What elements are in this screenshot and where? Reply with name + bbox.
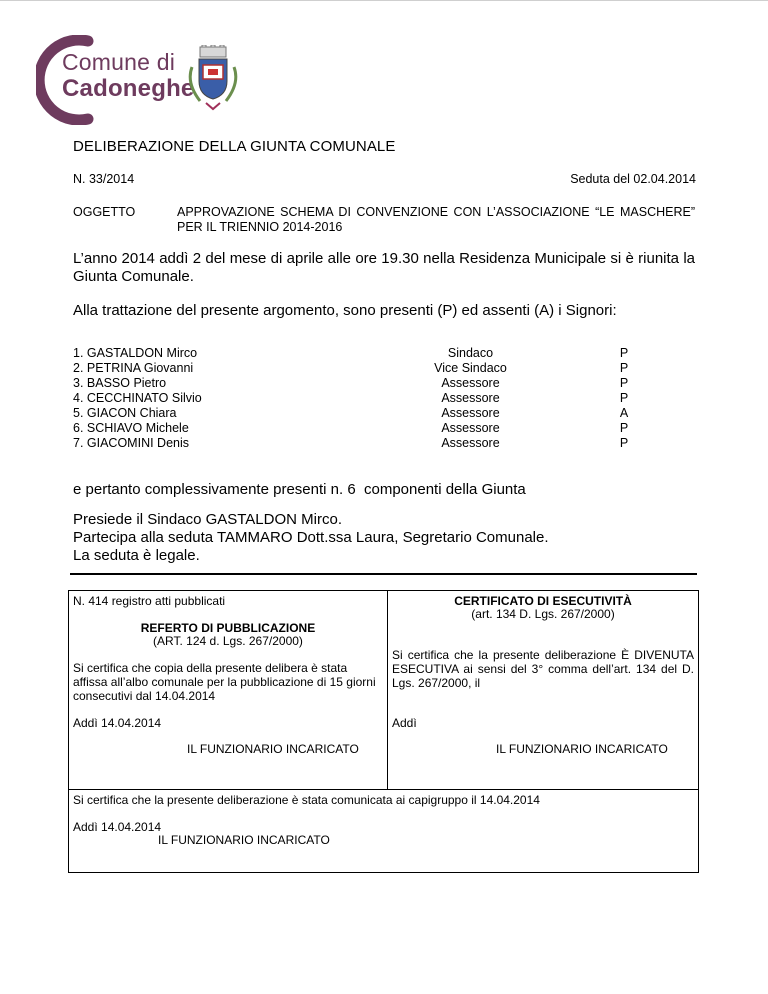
member-roles	[398, 346, 543, 451]
member-role: Assessore	[441, 406, 500, 420]
member-role: Sindaco	[447, 346, 494, 360]
executivity-text: Si certifica che la presente deliberazione È DIVENUTA ESECUTIVA ai sensi del 3° comma dell’art. 134 del D. Lgs. 267/2000, il	[392, 648, 694, 690]
member-statuses	[614, 346, 634, 451]
communication-signer: IL FUNZIONARIO INCARICATO	[158, 833, 330, 847]
intro-paragraph: L’anno 2014 addì 2 del mese di aprile alle ore 19.30 nella Residenza Municipale si è riunita la Giunta Comunale.	[73, 250, 695, 285]
coat-of-arms-icon	[186, 45, 240, 113]
member-names	[73, 346, 202, 451]
member-role: Assessore	[441, 421, 500, 435]
attendance-intro: Alla trattazione del presente argomento, sono presenti (P) ed assenti (A) i Signori:	[73, 302, 617, 319]
executivity-date: Addì	[392, 716, 417, 730]
document-title: DELIBERAZIONE DELLA GIUNTA COMUNALE	[73, 138, 396, 155]
member-name: 4. CECCHINATO Silvio	[73, 391, 202, 405]
subject-text: APPROVAZIONE SCHEMA DI CONVENZIONE CON L’ASSOCIAZIONE “LE MASCHERE” PER IL TRIENNIO 2014-2016	[177, 205, 695, 234]
executivity-title: CERTIFICATO DI ESECUTIVITÀ	[454, 594, 632, 608]
publication-text: Si certifica che copia della presente delibera è stata affissa all’albo comunale per la pubblicazione di 15 giorni consecutivi dal 14.04.2014	[73, 661, 376, 703]
member-status: P	[619, 391, 629, 405]
section-divider	[70, 573, 697, 575]
member-status: P	[619, 361, 629, 375]
executivity-reference: (art. 134 D. Lgs. 267/2000)	[471, 607, 615, 621]
member-name: 5. GIACON Chiara	[73, 406, 177, 420]
communication-text: Si certifica che la presente deliberazione è stata comunicata ai capigruppo il 14.04.2014	[73, 793, 540, 807]
member-status: A	[619, 406, 629, 420]
communication-date: Addì 14.04.2014	[73, 820, 162, 834]
member-status: P	[619, 346, 629, 360]
box-horizontal-divider	[68, 789, 699, 790]
publication-signer: IL FUNZIONARIO INCARICATO	[187, 742, 359, 756]
member-name: 3. BASSO Pietro	[73, 376, 167, 390]
presides-line: Presiede il Sindaco GASTALDON Mirco.	[73, 511, 342, 528]
member-role: Assessore	[441, 376, 500, 390]
member-role: Assessore	[441, 391, 500, 405]
municipality-logo	[36, 35, 246, 125]
executivity-signer: IL FUNZIONARIO INCARICATO	[496, 742, 668, 756]
deliberation-number: N. 33/2014	[73, 172, 135, 186]
member-status: P	[619, 436, 629, 450]
session-date: Seduta del 02.04.2014	[570, 172, 696, 186]
logo-line-1: Comune di	[62, 49, 176, 75]
register-number: N. 414 registro atti pubblicati	[73, 594, 226, 608]
session-officers	[73, 511, 549, 565]
page-top-border	[0, 0, 768, 1]
member-name: 6. SCHIAVO Michele	[73, 421, 189, 435]
publication-title: REFERTO DI PUBBLICAZIONE	[140, 621, 316, 635]
member-status: P	[619, 376, 629, 390]
total-present: e pertanto complessivamente presenti n. 6 componenti della Giunta	[73, 481, 526, 498]
logo-line-2: Cadoneghe	[62, 75, 195, 102]
publication-date: Addì 14.04.2014	[73, 716, 162, 730]
member-name: 7. GIACOMINI Denis	[73, 436, 189, 450]
member-name: 2. PETRINA Giovanni	[73, 361, 194, 375]
participates-line: Partecipa alla seduta TAMMARO Dott.ssa Laura, Segretario Comunale.	[73, 529, 549, 546]
member-status: P	[619, 421, 629, 435]
publication-reference: (ART. 124 d. Lgs. 267/2000)	[153, 634, 303, 648]
member-name: 1. GASTALDON Mirco	[73, 346, 198, 360]
legal-line: La seduta è legale.	[73, 547, 200, 564]
member-role: Assessore	[441, 436, 500, 450]
subject-label: OGGETTO	[73, 205, 136, 219]
member-role: Vice Sindaco	[434, 361, 507, 375]
